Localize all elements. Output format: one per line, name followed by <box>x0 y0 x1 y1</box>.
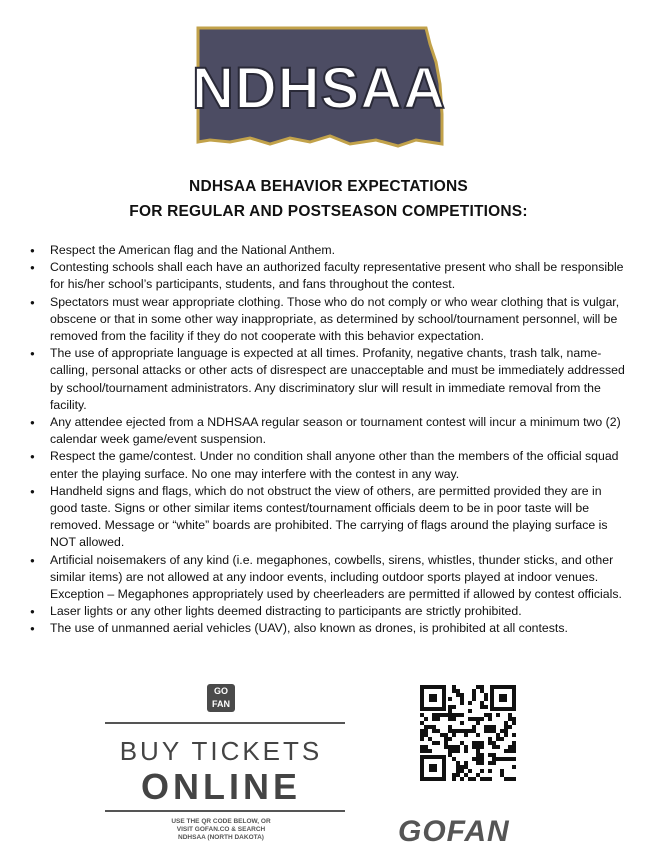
rule-item: ● Spectators must wear appropriate clothing. Those who do not comply or who wear clothing that is vulgar, obscene or that in some other way inappropriate, as determined by school/tournament personnel, will be removed from the facility if they do not cooperate with this behavior expectation. <box>30 294 630 346</box>
qr-cell <box>464 765 468 769</box>
qr-cell <box>468 777 472 781</box>
qr-cell <box>504 721 508 725</box>
qr-cell <box>436 717 440 721</box>
qr-cell <box>480 741 484 745</box>
qr-cell <box>476 717 480 721</box>
qr-cell <box>436 741 440 745</box>
qr-cell <box>444 733 448 737</box>
qr-cell <box>508 725 512 729</box>
qr-cell <box>468 729 472 733</box>
qr-cell <box>420 749 424 753</box>
qr-cell <box>480 689 484 693</box>
qr-cell <box>460 701 464 705</box>
qr-cell <box>460 697 464 701</box>
qr-cell <box>436 713 440 717</box>
qr-cell <box>444 713 448 717</box>
qr-cell <box>452 757 456 761</box>
qr-cell <box>452 689 456 693</box>
qr-cell <box>476 745 480 749</box>
qr-cell <box>444 745 448 749</box>
qr-cell <box>512 757 516 761</box>
visit-line-2: VISIT GOFAN.CO & SEARCH <box>176 826 266 833</box>
qr-cell <box>496 733 500 737</box>
qr-cell <box>428 737 432 741</box>
qr-cell <box>472 725 476 729</box>
qr-cell <box>420 721 424 725</box>
qr-cell <box>448 745 452 749</box>
qr-cell <box>464 745 468 749</box>
qr-cell <box>464 749 468 753</box>
qr-cell <box>512 741 516 745</box>
qr-cell <box>492 725 496 729</box>
qr-cell <box>504 777 508 781</box>
logo-text: NDHSAA <box>191 56 447 121</box>
qr-cell <box>468 717 472 721</box>
qr-cell <box>452 713 456 717</box>
visit-line-1: USE THE QR CODE BELOW, OR <box>171 818 271 825</box>
qr-cell <box>488 717 492 721</box>
qr-cell <box>472 693 476 697</box>
qr-cell <box>476 773 480 777</box>
qr-cell <box>480 769 484 773</box>
qr-cell <box>508 713 512 717</box>
qr-cell <box>500 729 504 733</box>
ndhsaa-logo <box>190 22 452 150</box>
qr-cell <box>484 705 488 709</box>
qr-cell <box>440 713 444 717</box>
qr-cell <box>500 773 504 777</box>
rule-item: ● Respect the game/contest. Under no condition shall anyone other than the members of the official squad enter the playing surface. No one may interfere with the contest in any way. <box>30 448 630 482</box>
qr-cell <box>424 745 428 749</box>
qr-cell <box>456 693 460 697</box>
divider-bottom <box>105 810 345 812</box>
qr-cell <box>508 749 512 753</box>
qr-cell <box>420 729 424 733</box>
rule-item: ● The use of appropriate language is expected at all times. Profanity, negative chants, trash talk, name-calling, personal attacks or other acts of disrespect are unacceptable and must be immediately addressed by school/tournament administrators. Any discriminatory slur will result in immediate removal from the facility. <box>30 345 630 414</box>
gofan-logo: GOFAN <box>398 815 510 848</box>
qr-cell <box>484 729 488 733</box>
qr-cell <box>452 745 456 749</box>
rule-item: ● Handheld signs and flags, which do not obstruct the view of others, are permitted provided they are in good taste. Signs or other similar items contest/tournament officials deem to be in poor taste will be removed. Message or “white” boards are prohibited. The carrying of flags around the playing surface is NOT allowed. <box>30 483 630 552</box>
qr-cell <box>496 745 500 749</box>
qr-cell <box>496 757 500 761</box>
qr-cell <box>424 729 428 733</box>
qr-cell <box>488 761 492 765</box>
visit-line-3: NDHSAA (NORTH DAKOTA) <box>178 834 264 841</box>
qr-cell <box>448 753 452 757</box>
qr-cell <box>504 729 508 733</box>
qr-cell <box>456 749 460 753</box>
qr-cell <box>448 737 452 741</box>
qr-cell <box>468 701 472 705</box>
qr-cell <box>472 729 476 733</box>
qr-cell <box>460 741 464 745</box>
qr-cell <box>504 725 508 729</box>
qr-cell <box>472 689 476 693</box>
qr-cell <box>448 729 452 733</box>
qr-cell <box>448 717 452 721</box>
qr-cell <box>488 741 492 745</box>
qr-cell <box>512 717 516 721</box>
qr-cell <box>452 777 456 781</box>
qr-cell <box>504 757 508 761</box>
visit-instructions <box>125 818 317 842</box>
qr-cell <box>512 765 516 769</box>
qr-cell <box>472 777 476 781</box>
qr-cell <box>452 773 456 777</box>
qr-cell <box>432 729 436 733</box>
qr-cell <box>508 777 512 781</box>
qr-cell <box>512 733 516 737</box>
qr-cell <box>420 737 424 741</box>
qr-cell <box>420 713 424 717</box>
qr-cell <box>492 753 496 757</box>
qr-cell <box>488 725 492 729</box>
qr-cell <box>504 749 508 753</box>
qr-cell <box>436 729 440 733</box>
qr-cell <box>504 733 508 737</box>
qr-cell <box>480 777 484 781</box>
qr-cell <box>448 725 452 729</box>
rule-item: ● The use of unmanned aerial vehicles (UAV), also known as drones, is prohibited at all contests. <box>30 620 630 637</box>
qr-cell <box>444 737 448 741</box>
qr-cell <box>432 741 436 745</box>
qr-cell <box>456 769 460 773</box>
qr-cell <box>476 721 480 725</box>
qr-cell <box>488 737 492 741</box>
qr-cell <box>460 777 464 781</box>
qr-cell <box>476 753 480 757</box>
qr-cell <box>484 697 488 701</box>
rule-item: ● Respect the American flag and the National Anthem. <box>30 242 630 259</box>
qr-cell <box>424 717 428 721</box>
qr-cell <box>508 757 512 761</box>
qr-cell <box>448 709 452 713</box>
qr-cell <box>484 777 488 781</box>
qr-cell <box>492 741 496 745</box>
qr-cell <box>452 685 456 689</box>
qr-cell <box>512 749 516 753</box>
qr-cell <box>432 717 436 721</box>
qr-cell <box>496 713 500 717</box>
qr-cell <box>464 733 468 737</box>
qr-cell <box>492 757 496 761</box>
qr-cell <box>488 753 492 757</box>
qr-cell <box>420 733 424 737</box>
qr-cell <box>480 757 484 761</box>
qr-cell <box>448 697 452 701</box>
qr-cell <box>460 765 464 769</box>
qr-cell <box>452 717 456 721</box>
qr-cell <box>472 745 476 749</box>
online-text: ONLINE <box>140 766 301 807</box>
qr-cell <box>472 741 476 745</box>
qr-cell <box>424 749 428 753</box>
qr-cell <box>460 721 464 725</box>
qr-cell <box>420 745 424 749</box>
qr-cell <box>476 733 480 737</box>
rule-item: ● Contesting schools shall each have an authorized faculty representative present who shall be responsible for his/her school’s participants, students, and fans throughout the contest. <box>30 259 630 293</box>
qr-cell <box>480 761 484 765</box>
qr-cell <box>512 721 516 725</box>
qr-cell <box>452 749 456 753</box>
qr-cell <box>484 725 488 729</box>
qr-cell <box>432 725 436 729</box>
qr-cell <box>492 745 496 749</box>
rule-item: ● Laser lights or any other lights deemed distracting to participants are strictly prohibited. <box>30 603 630 620</box>
qr-cell <box>488 769 492 773</box>
buy-tickets-text: BUY TICKETS <box>119 736 323 766</box>
qr-cell <box>488 729 492 733</box>
qr-cell <box>468 769 472 773</box>
qr-cell <box>428 749 432 753</box>
qr-cell <box>488 777 492 781</box>
qr-cell <box>476 741 480 745</box>
qr-cell <box>456 713 460 717</box>
qr-cell <box>460 769 464 773</box>
qr-cell <box>512 777 516 781</box>
qr-cell <box>472 697 476 701</box>
qr-cell <box>480 705 484 709</box>
qr-cell <box>480 717 484 721</box>
qr-cell <box>500 769 504 773</box>
qr-cell <box>476 757 480 761</box>
qr-cell <box>456 745 460 749</box>
qr-cell <box>472 717 476 721</box>
qr-cell <box>456 773 460 777</box>
qr-cell <box>496 737 500 741</box>
qr-cell <box>476 749 480 753</box>
qr-cell <box>476 685 480 689</box>
qr-cell <box>480 753 484 757</box>
qr-cell <box>452 729 456 733</box>
qr-cell <box>492 729 496 733</box>
qr-cell <box>460 729 464 733</box>
qr-cell <box>456 765 460 769</box>
qr-cell <box>424 725 428 729</box>
qr-cell <box>432 713 436 717</box>
qr-cell <box>472 757 476 761</box>
qr-cell <box>456 729 460 733</box>
qr-cell <box>428 725 432 729</box>
qr-cell <box>464 729 468 733</box>
qr-cell <box>460 713 464 717</box>
qr-cell <box>476 761 480 765</box>
qr-cell <box>484 693 488 697</box>
qr-cell <box>464 761 468 765</box>
qr-cell <box>500 737 504 741</box>
gofan-badge-icon <box>207 684 235 712</box>
qr-cell <box>484 713 488 717</box>
divider-top <box>105 722 345 724</box>
qr-cell <box>468 709 472 713</box>
qr-cell <box>448 713 452 717</box>
qr-cell <box>452 733 456 737</box>
qr-cell <box>492 761 496 765</box>
qr-cell <box>448 705 452 709</box>
qr-cell <box>456 689 460 693</box>
title-line-2: FOR REGULAR AND POSTSEASON COMPETITIONS: <box>129 203 528 220</box>
qr-cell <box>448 749 452 753</box>
qr-cell <box>500 757 504 761</box>
badge-top-text: GO <box>213 686 228 696</box>
qr-cell <box>452 705 456 709</box>
qr-cell <box>424 733 428 737</box>
qr-cell <box>464 773 468 777</box>
qr-cell <box>480 685 484 689</box>
qr-cell <box>488 713 492 717</box>
title-line-1: NDHSAA BEHAVIOR EXPECTATIONS <box>189 178 468 195</box>
qr-code[interactable] <box>420 685 516 781</box>
rules-list <box>30 242 630 638</box>
qr-cell <box>456 761 460 765</box>
qr-cell <box>508 717 512 721</box>
qr-cell <box>480 701 484 705</box>
badge-bottom-text: FAN <box>212 699 230 709</box>
qr-cell <box>444 741 448 745</box>
qr-cell <box>512 745 516 749</box>
rule-item: ● Any attendee ejected from a NDHSAA regular season or tournament contest will incur a minimum two (2) calendar week game/event suspension. <box>30 414 630 448</box>
rule-item: ● Artificial noisemakers of any kind (i.e. megaphones, cowbells, sirens, whistles, thunder sticks, and other similar items) are not allowed at any indoor events, including outdoor sports played at indoor venues. Exception – Megaphones appropriately used by cheerleaders are permitted if allowed by contest officials. <box>30 552 630 604</box>
qr-cell <box>460 693 464 697</box>
qr-cell <box>440 733 444 737</box>
qr-cell <box>508 745 512 749</box>
qr-cell <box>480 745 484 749</box>
